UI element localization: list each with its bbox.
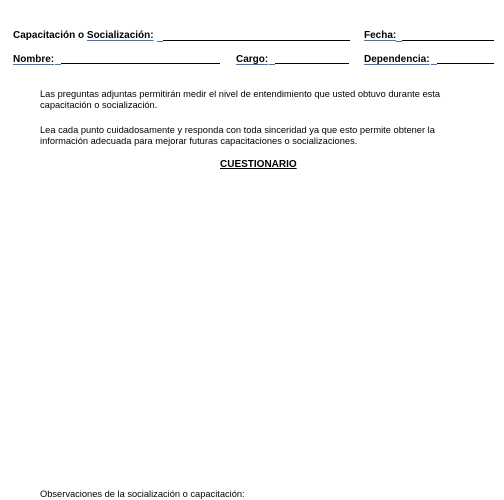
- nombre-field[interactable]: [61, 63, 220, 64]
- observations-label: Observaciones de la socialización o capacitación:: [40, 489, 245, 499]
- socializacion-link: Socialización:: [86, 30, 154, 41]
- cargo-underline-blue: [269, 64, 275, 65]
- fecha-underline-blue: [396, 41, 402, 42]
- instructions-paragraph: Lea cada punto cuidadosamente y responda con toda sinceridad ya que esto permite obtener la información adecuada para mejorar futuras capacitaciones o socializaciones.: [40, 125, 435, 146]
- nombre-underline-blue: [55, 64, 61, 65]
- intro-paragraph: Las preguntas adjuntas permitirán medir el nivel de entendimiento que usted obtuvo durante esta capacitación o socialización.: [40, 89, 441, 110]
- capacitacion-label: [13, 30, 154, 42]
- capacitacion-underline-blue: [157, 41, 163, 42]
- dependencia-label: Dependencia:: [364, 54, 430, 65]
- cargo-field[interactable]: [275, 63, 349, 64]
- fecha-field[interactable]: [402, 40, 494, 41]
- dependencia-field[interactable]: [437, 63, 494, 64]
- capacitacion-field[interactable]: [163, 40, 350, 41]
- capacitacion-prefix: Capacitación o: [13, 30, 87, 41]
- fecha-label: Fecha:: [364, 30, 397, 41]
- nombre-label: Nombre:: [13, 54, 55, 65]
- cuestionario-title: CUESTIONARIO: [220, 159, 297, 170]
- cargo-label: Cargo:: [236, 54, 269, 65]
- dependencia-underline-blue: [431, 64, 437, 65]
